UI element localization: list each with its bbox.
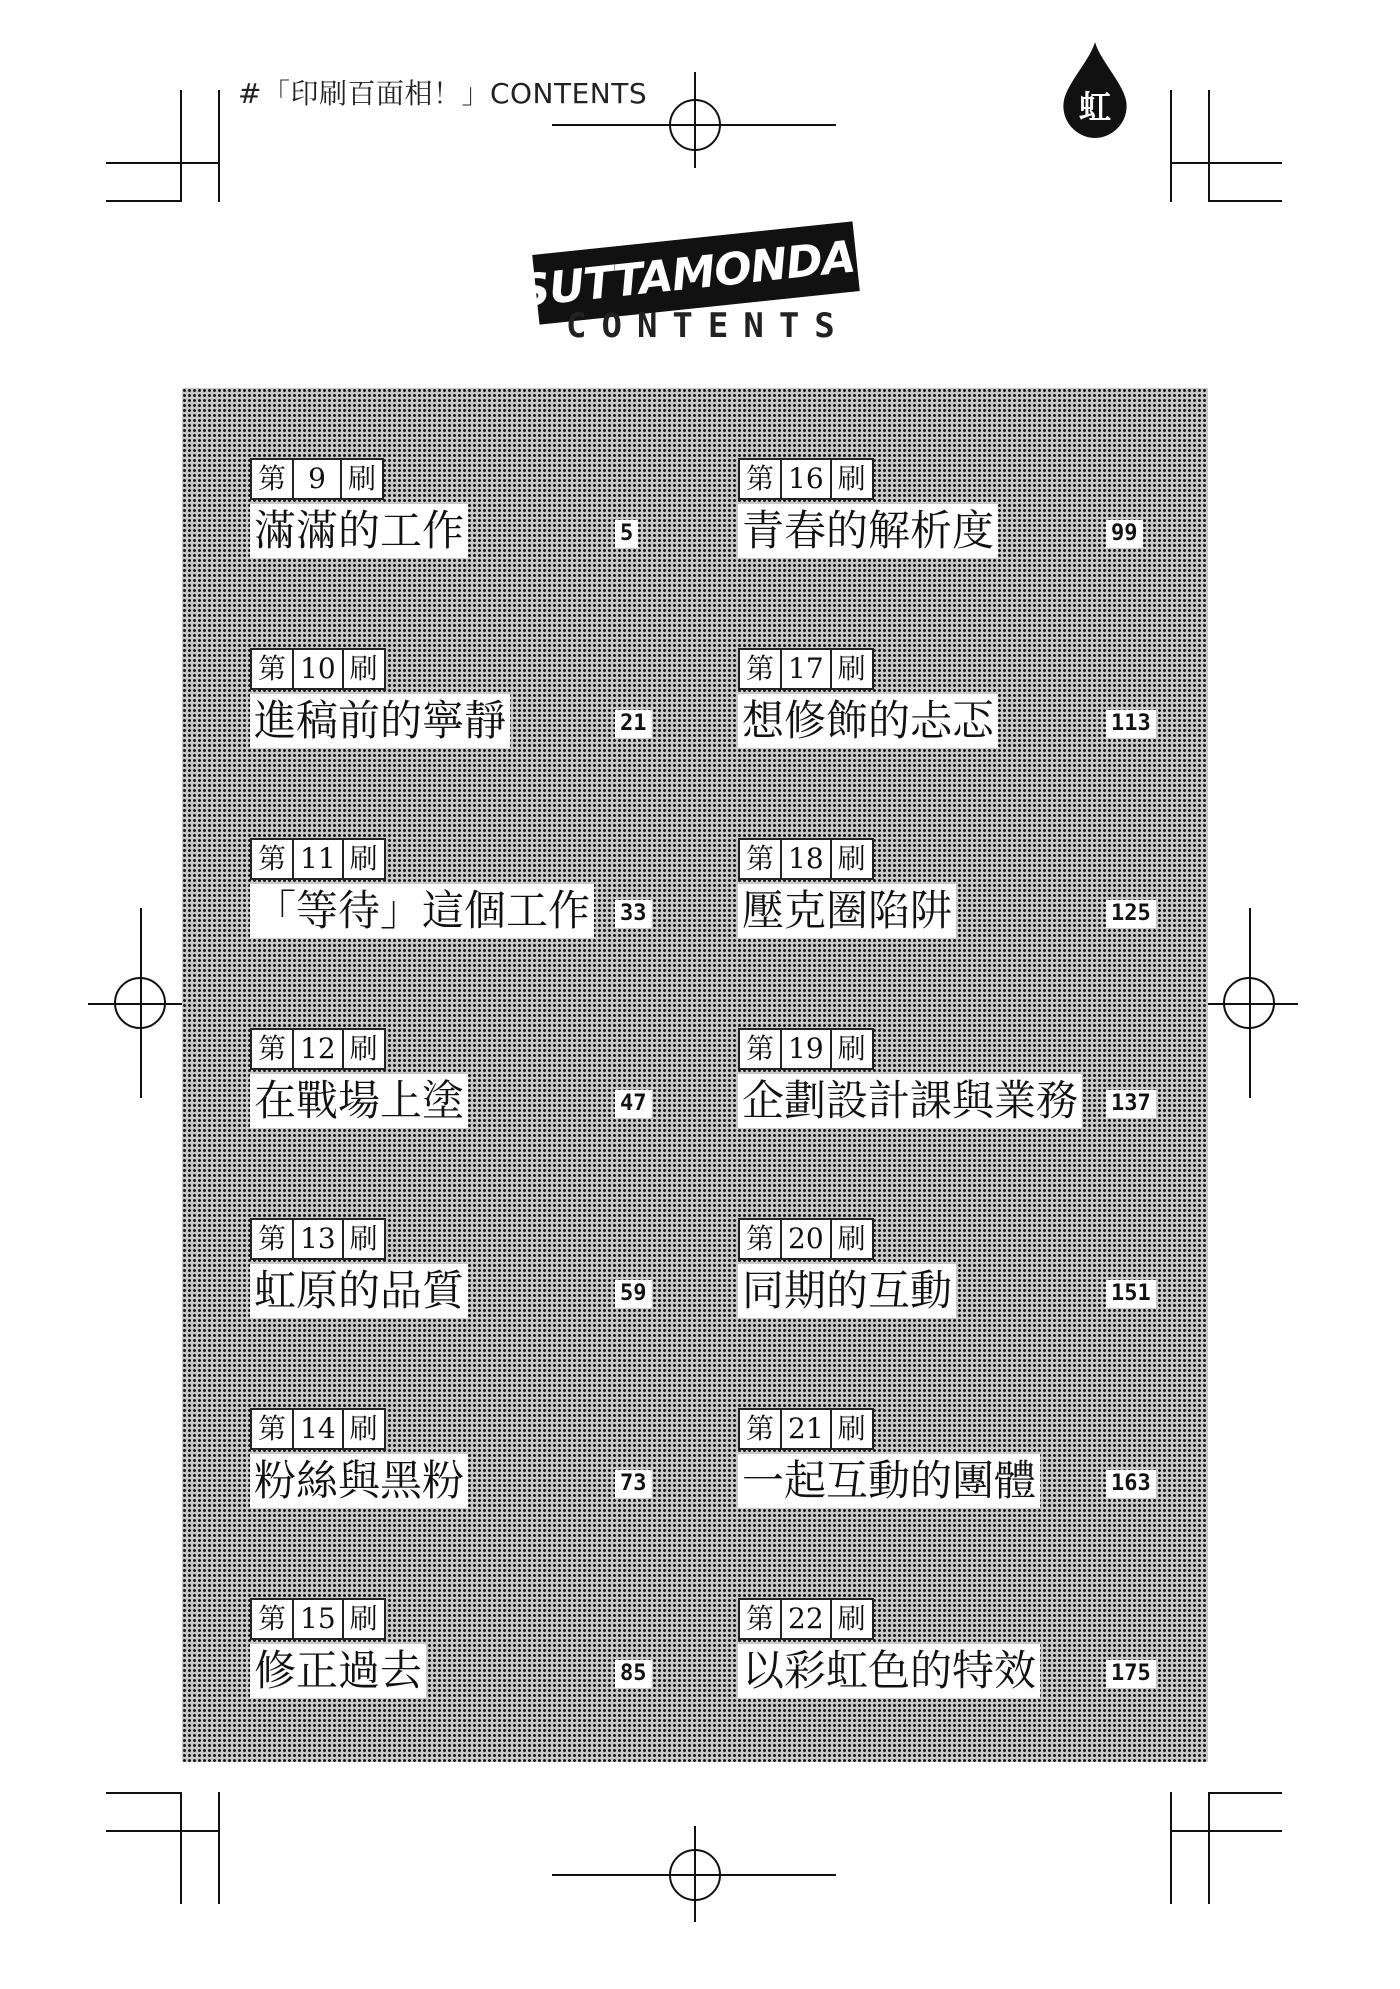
crop-line — [1208, 90, 1210, 202]
chapter-label — [738, 838, 872, 880]
chapter-number: 18 — [780, 838, 832, 880]
chapter-suffix: 刷 — [830, 1598, 874, 1640]
drop-badge-char: 虹 — [1078, 88, 1111, 126]
chapter-suffix: 刷 — [340, 458, 384, 500]
toc-entry[interactable] — [738, 838, 1158, 948]
chapter-number: 14 — [292, 1408, 344, 1450]
chapter-suffix: 刷 — [830, 648, 874, 690]
contents-panel — [182, 388, 1208, 1762]
crop-line — [218, 90, 220, 202]
chapter-label — [738, 1028, 872, 1070]
page-number: 33 — [615, 900, 652, 928]
chapter-label — [250, 1028, 384, 1070]
chapter-prefix: 第 — [250, 1028, 294, 1070]
toc-entry[interactable] — [250, 648, 670, 758]
crop-line — [1208, 1792, 1282, 1794]
chapter-number: 22 — [780, 1598, 832, 1640]
crop-line — [1170, 1830, 1282, 1832]
chapter-number: 15 — [292, 1598, 344, 1640]
chapter-label — [250, 1598, 384, 1640]
chapter-number: 19 — [780, 1028, 832, 1070]
crop-line — [180, 90, 182, 202]
chapter-number: 17 — [780, 648, 832, 690]
toc-entry[interactable] — [250, 458, 670, 568]
page-number: 175 — [1106, 1660, 1156, 1688]
chapter-label — [738, 1408, 872, 1450]
title-logo-text: SUTTAMONDA! — [515, 228, 877, 318]
registration-circle — [114, 977, 166, 1029]
chapter-label — [250, 458, 382, 500]
crop-line — [1170, 1792, 1172, 1904]
chapter-prefix: 第 — [250, 1408, 294, 1450]
crop-line — [180, 1792, 182, 1904]
chapter-title: 青春的解析度 — [738, 504, 998, 558]
chapter-number: 10 — [292, 648, 344, 690]
crop-line — [106, 1830, 218, 1832]
toc-entry[interactable] — [738, 1218, 1158, 1328]
chapter-label — [738, 648, 872, 690]
chapter-number: 13 — [292, 1218, 344, 1260]
chapter-number: 16 — [780, 458, 832, 500]
chapter-title: 滿滿的工作 — [250, 504, 468, 558]
chapter-suffix: 刷 — [342, 1598, 386, 1640]
chapter-title: 進稿前的寧靜 — [250, 694, 510, 748]
chapter-suffix: 刷 — [342, 1028, 386, 1070]
chapter-title: 粉絲與黑粉 — [250, 1454, 468, 1508]
toc-entry[interactable] — [738, 1408, 1158, 1518]
crop-line — [106, 200, 180, 202]
chapter-title: 同期的互動 — [738, 1264, 956, 1318]
chapter-label — [250, 1408, 384, 1450]
chapter-number: 9 — [292, 458, 342, 500]
page-number: 151 — [1106, 1280, 1156, 1308]
chapter-prefix: 第 — [738, 648, 782, 690]
chapter-title: 企劃設計課與業務 — [738, 1074, 1082, 1128]
chapter-prefix: 第 — [250, 458, 294, 500]
toc-entry[interactable] — [738, 648, 1158, 758]
chapter-title: 以彩虹色的特效 — [738, 1644, 1040, 1698]
chapter-suffix: 刷 — [830, 1218, 874, 1260]
chapter-label — [738, 1218, 872, 1260]
chapter-prefix: 第 — [250, 838, 294, 880]
chapter-prefix: 第 — [738, 1028, 782, 1070]
chapter-prefix: 第 — [738, 1408, 782, 1450]
toc-entry[interactable] — [738, 1028, 1158, 1138]
chapter-suffix: 刷 — [342, 1408, 386, 1450]
running-title: #「印刷百面相！」CONTENTS — [238, 77, 648, 110]
registration-circle — [669, 1849, 721, 1901]
chapter-prefix: 第 — [738, 1218, 782, 1260]
chapter-label — [250, 838, 384, 880]
contents-heading: CONTENTS — [566, 306, 850, 346]
chapter-prefix: 第 — [250, 1598, 294, 1640]
chapter-suffix: 刷 — [830, 1408, 874, 1450]
chapter-title: 壓克圈陷阱 — [738, 884, 956, 938]
toc-entry[interactable] — [738, 458, 1158, 568]
chapter-title: 一起互動的團體 — [738, 1454, 1040, 1508]
page-number: 47 — [615, 1090, 652, 1118]
page-number: 21 — [615, 710, 652, 738]
chapter-prefix: 第 — [738, 1598, 782, 1640]
page-number: 99 — [1106, 520, 1143, 548]
crop-line — [218, 1792, 220, 1904]
chapter-prefix: 第 — [250, 648, 294, 690]
chapter-number: 21 — [780, 1408, 832, 1450]
chapter-prefix: 第 — [738, 838, 782, 880]
chapter-label — [250, 1218, 384, 1260]
page-number: 85 — [615, 1660, 652, 1688]
chapter-suffix: 刷 — [830, 1028, 874, 1070]
registration-circle — [669, 99, 721, 151]
toc-entry[interactable] — [250, 1598, 670, 1708]
chapter-title: 「等待」這個工作 — [250, 884, 594, 938]
page-number: 73 — [615, 1470, 652, 1498]
chapter-title: 修正過去 — [250, 1644, 426, 1698]
page-number: 137 — [1106, 1090, 1156, 1118]
crop-line — [106, 1792, 180, 1794]
chapter-number: 11 — [292, 838, 344, 880]
crop-line — [106, 162, 218, 164]
chapter-title: 虹原的品質 — [250, 1264, 468, 1318]
crop-line — [1170, 162, 1282, 164]
crop-line — [1170, 90, 1172, 202]
page-number: 59 — [615, 1280, 652, 1308]
chapter-number: 20 — [780, 1218, 832, 1260]
crop-line — [1208, 200, 1282, 202]
chapter-suffix: 刷 — [830, 838, 874, 880]
chapter-prefix: 第 — [250, 1218, 294, 1260]
chapter-prefix: 第 — [738, 458, 782, 500]
page-number: 5 — [615, 520, 638, 548]
chapter-suffix: 刷 — [830, 458, 874, 500]
page-number: 125 — [1106, 900, 1156, 928]
toc-entry[interactable] — [738, 1598, 1158, 1708]
chapter-title: 在戰場上塗 — [250, 1074, 468, 1128]
crop-line — [1208, 1792, 1210, 1904]
chapter-suffix: 刷 — [342, 1218, 386, 1260]
toc-entry[interactable] — [250, 838, 670, 948]
chapter-suffix: 刷 — [342, 648, 386, 690]
page-number: 163 — [1106, 1470, 1156, 1498]
toc-entry[interactable] — [250, 1218, 670, 1328]
chapter-number: 12 — [292, 1028, 344, 1070]
toc-entry[interactable] — [250, 1408, 670, 1518]
chapter-title: 想修飾的忐忑 — [738, 694, 998, 748]
chapter-suffix: 刷 — [342, 838, 386, 880]
toc-entry[interactable] — [250, 1028, 670, 1138]
chapter-label — [250, 648, 384, 690]
registration-circle — [1223, 977, 1275, 1029]
page-number: 113 — [1106, 710, 1156, 738]
chapter-label — [738, 458, 872, 500]
chapter-label — [738, 1598, 872, 1640]
